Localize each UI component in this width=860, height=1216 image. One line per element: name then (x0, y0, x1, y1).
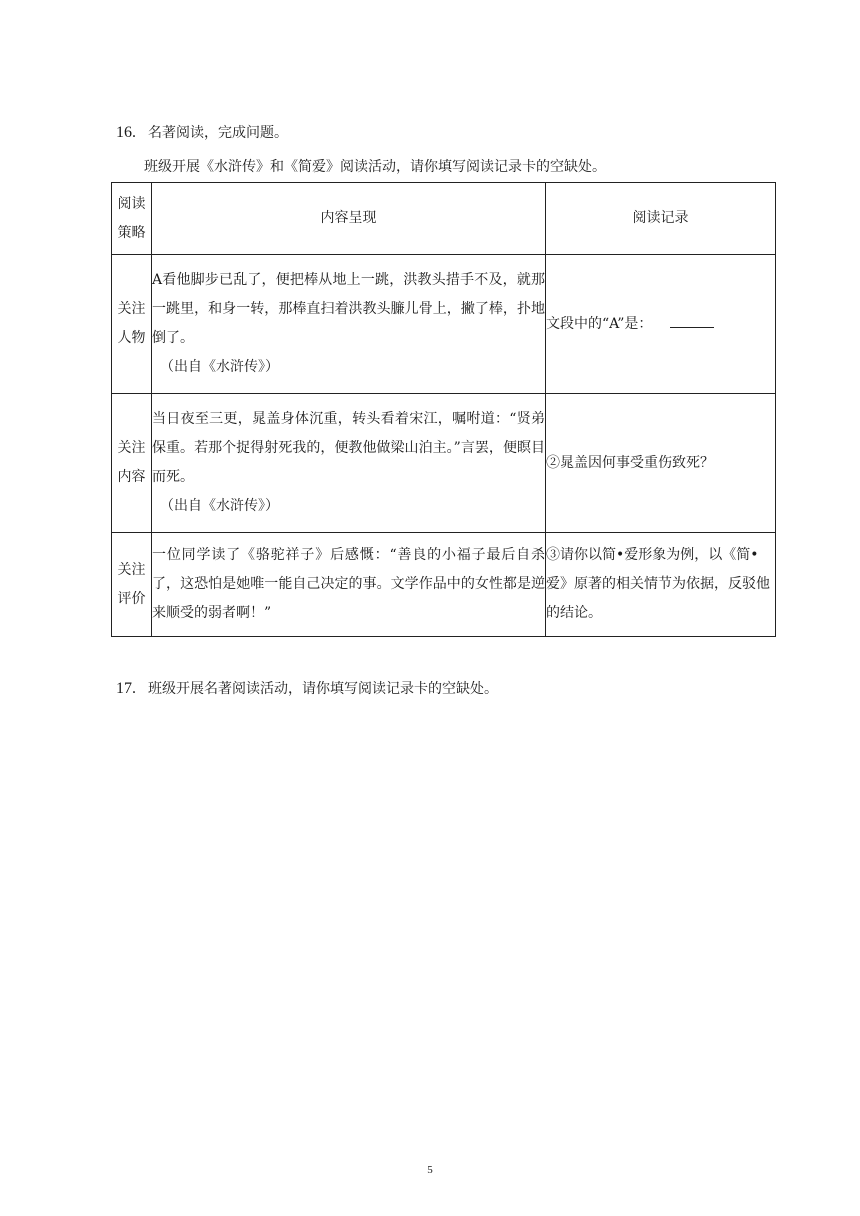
question-number: 16. (116, 124, 136, 141)
header-strategy: 阅读策略 (112, 183, 152, 255)
row-content (152, 394, 546, 533)
header-record: 阅读记录 (546, 183, 776, 255)
header-content: 内容呈现 (152, 183, 546, 255)
row-strategy: 关注评价 (112, 533, 152, 637)
reading-record-table (111, 182, 776, 637)
table-row (112, 255, 776, 394)
question-16-heading (116, 123, 288, 143)
question-17-heading (116, 679, 498, 699)
page-number: 5 (427, 1164, 433, 1176)
row-content (152, 255, 546, 394)
row-content: 一位同学读了《骆驼祥子》后感慨：“善良的小福子最后自杀了，这恐怕是她唯一能自己决定的事。文学作品中的女性都是逆来顺受的弱者啊！” (152, 533, 546, 637)
row-source: （出自《水浒传》） (160, 498, 279, 514)
table-row (112, 394, 776, 533)
row-content-text: 当日夜至三更，晁盖身体沉重，转头看着宋江，嘱咐道：“贤弟保重。若那个捉得射死我的，便教他做梁山泊主。”言罢，便瞑目而死。 (152, 411, 545, 485)
row-record: ②晁盖因何事受重伤致死？ (546, 394, 776, 533)
question-16-intro: 班级开展《水浒传》和《简爱》阅读活动，请你填写阅读记录卡的空缺处。 (144, 159, 606, 175)
table-row (112, 533, 776, 637)
row-strategy: 关注内容 (112, 394, 152, 533)
question-title: 班级开展名著阅读活动，请你填写阅读记录卡的空缺处。 (148, 681, 498, 697)
answer-blank[interactable] (670, 313, 714, 328)
row-source: （出自《水浒传》） (160, 359, 279, 375)
row-content-text: A看他脚步已乱了，便把棒从地上一跳，洪教头措手不及，就那一跳里，和身一转，那棒直扫着洪教头臁儿骨上，撇了棒，扑地倒了。 (152, 272, 545, 346)
row-record (546, 255, 776, 394)
question-title: 名著阅读，完成问题。 (148, 125, 288, 141)
row-strategy: 关注人物 (112, 255, 152, 394)
question-number: 17. (116, 680, 136, 697)
record-prompt: 文段中的“A”是： (546, 315, 653, 332)
table-header-row (112, 183, 776, 255)
row-record: ③请你以简•爱形象为例，以《简•爱》原著的相关情节为依据，反驳他的结论。 (546, 533, 776, 637)
